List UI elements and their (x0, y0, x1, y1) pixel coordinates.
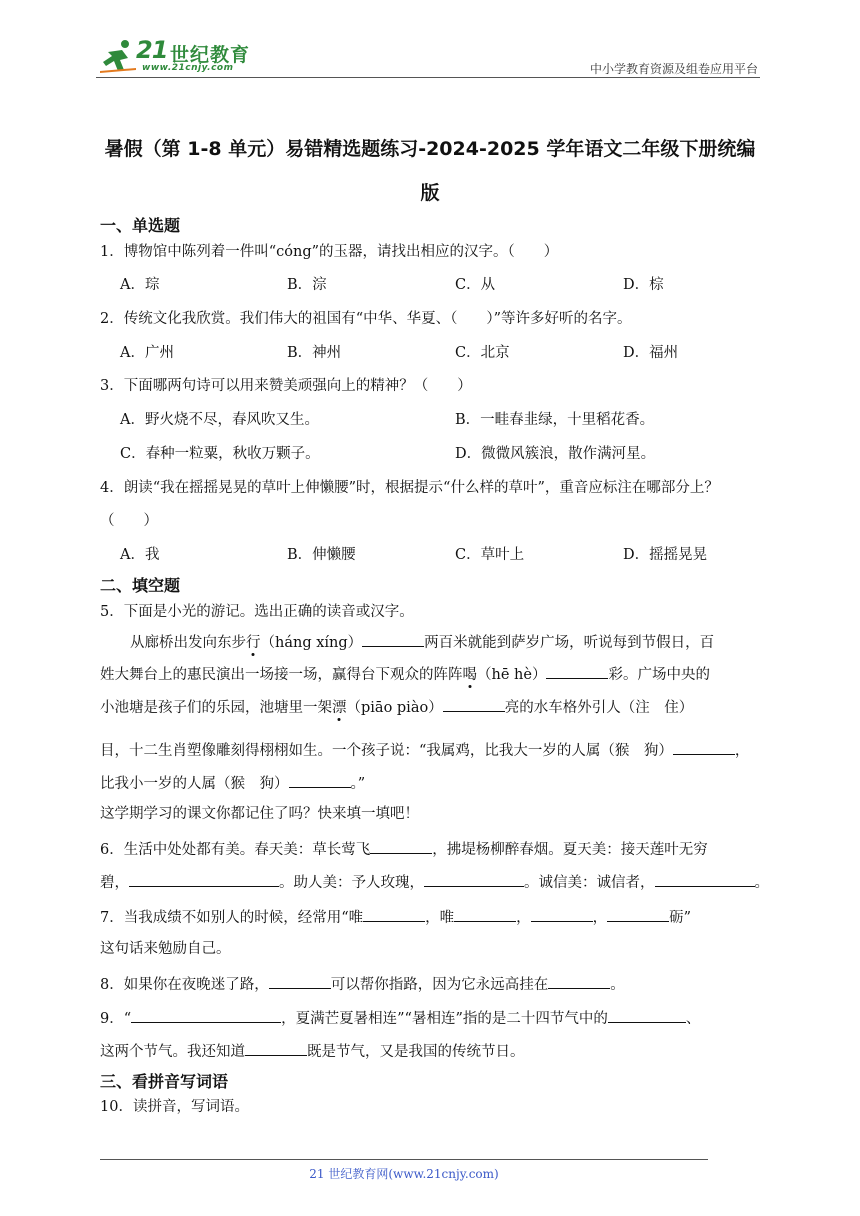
q6-text: 碧， (100, 875, 129, 891)
q9-line2 (100, 1041, 525, 1061)
q7-blank-3[interactable] (531, 907, 593, 922)
q5-text: 目，十二生肖塑像雕刻得栩栩如生。一个孩子说：“我属鸡，比我大一岁的人属（猴 狗） (100, 743, 673, 759)
q6-text: 。助人美：予人玫瑰， (279, 875, 424, 891)
q9-text: ，夏满芒夏暑相连”“暑相连”指的是二十四节气中的 (281, 1011, 608, 1027)
q5-text: 比我小一岁的人属（猴 狗） (100, 776, 289, 792)
q6-line1 (100, 839, 708, 859)
q2-option-a[interactable]: A．广州 (120, 345, 174, 361)
q9-line1 (100, 1008, 700, 1028)
q6-line2 (100, 872, 769, 892)
q1-option-c[interactable]: C．从 (455, 277, 496, 293)
q5-para-line3 (100, 697, 693, 717)
q7-text: ，唯 (425, 910, 455, 926)
logo-text: 世纪教育 (170, 44, 251, 66)
runner-icon (98, 38, 138, 74)
intro-text: 这学期学习的课文你都记住了吗？快来填一填吧！ (100, 806, 419, 822)
section-heading-pinyin: 三、看拼音写词语 (100, 1072, 229, 1091)
q5-text: 。” (350, 776, 366, 792)
q5-pinyin: （piāo piào） (346, 700, 443, 716)
header-divider (96, 77, 760, 78)
platform-text: 中小学教育资源及组卷应用平台 (589, 62, 758, 76)
q6-blank-3[interactable] (424, 872, 524, 887)
q6-text: 6．生活中处处都有美。春天美：草长莺飞 (100, 842, 371, 858)
section-heading-single-choice: 一、单选题 (100, 216, 181, 235)
q8-text: 。 (610, 977, 625, 993)
q8-blank-2[interactable] (548, 974, 610, 989)
q5-pinyin: （hē hè） (477, 667, 547, 683)
q7-text: ， (592, 910, 608, 926)
q8-text: 8．如果你在夜晚迷了路， (100, 977, 269, 993)
q7-blank-4[interactable] (607, 907, 669, 922)
page-header (96, 34, 760, 80)
site-logo[interactable] (96, 34, 266, 78)
q3-option-b[interactable]: B．一畦春韭绿，十里稻花香。 (455, 412, 655, 428)
q6-blank-2[interactable] (129, 872, 279, 887)
q8-text: 可以帮你指路，因为它永远高挂在 (330, 977, 549, 993)
q5-blank-2[interactable] (546, 664, 608, 679)
doc-title-line1: 暑假（第 1-8 单元）易错精选题练习-2024-2025 学年语文二年级下册统编 (104, 138, 756, 160)
q2-option-b[interactable]: B．神州 (287, 345, 342, 361)
q5-blank-4[interactable] (673, 740, 735, 755)
q5-dotted-char: 行 (246, 635, 261, 651)
q3-option-a[interactable]: A．野火烧不尽，春风吹又生。 (120, 412, 319, 428)
q9-text: 这两个节气。我还知道 (100, 1044, 245, 1060)
q9-blank-2[interactable] (608, 1008, 686, 1023)
q7-blank-2[interactable] (454, 907, 516, 922)
q9-text: 、 (685, 1011, 701, 1027)
q9-blank-1[interactable] (131, 1008, 281, 1023)
q5-para-line4 (100, 740, 749, 760)
q5-pinyin: （háng xíng） (260, 635, 363, 651)
q3-stem: 3．下面哪两句诗可以用来赞美顽强向上的精神？（ ） (100, 378, 472, 394)
q7-line1 (100, 907, 691, 927)
q2-option-c[interactable]: C．北京 (455, 345, 510, 361)
q7-text: ， (516, 910, 531, 926)
q5-blank-3[interactable] (443, 697, 505, 712)
q6-blank-4[interactable] (655, 872, 755, 887)
section-heading-fill-blank: 二、填空题 (100, 576, 181, 595)
q6-blank-1[interactable] (370, 839, 432, 854)
q8-blank-1[interactable] (269, 974, 331, 989)
q5-stem: 5．下面是小光的游记。选出正确的读音或汉字。 (100, 604, 414, 620)
logo-number: 21 (136, 36, 168, 64)
footer-divider (100, 1159, 708, 1160)
q5-blank-1[interactable] (362, 632, 424, 647)
q3-option-d[interactable]: D．微微风簇浪，散作满河星。 (455, 446, 656, 462)
q9-blank-3[interactable] (245, 1041, 307, 1056)
q7-text: 砺” (669, 910, 692, 926)
q9-text: 既是节气，又是我国的传统节日。 (307, 1044, 525, 1060)
q4-stem: 4．朗读“我在摇摇晃晃的草叶上伸懒腰”时，根据提示“什么样的草叶”，重音应标注在哪部分上？ (100, 480, 719, 496)
q1-option-a[interactable]: A．琮 (120, 277, 160, 293)
q5-text: 小池塘是孩子们的乐园，池塘里一架 (100, 700, 332, 716)
q6-text: 。诚信美：诚信者， (524, 875, 655, 891)
q1-option-d[interactable]: D．棕 (623, 277, 664, 293)
q5-text: 两百米就能到萨岁广场，听说每到节假日，百 (424, 635, 715, 651)
logo-url: www.21cnjy.com (142, 63, 234, 73)
q5-text: 姓大舞台上的惠民演出一场接一场，赢得台下观众的阵阵 (100, 667, 463, 683)
doc-title-line2: 版 (420, 182, 440, 204)
q5-para-line5 (100, 773, 365, 793)
q2-option-d[interactable]: D．福州 (623, 345, 679, 361)
q5-text: 亮的水车格外引人（注 住） (504, 700, 694, 716)
q1-option-b[interactable]: B．淙 (287, 277, 327, 293)
q3-option-c[interactable]: C．春种一粒粟，秋收万颗子。 (120, 446, 320, 462)
footer-link[interactable]: 21 世纪教育网(www.21cnjy.com) (309, 1167, 499, 1181)
q1-stem: 1．博物馆中陈列着一件叫“cóng”的玉器，请找出相应的汉字。（ ） (100, 244, 559, 260)
q9-text: 9．“ (100, 1011, 132, 1027)
q4-option-c[interactable]: C．草叶上 (455, 547, 525, 563)
q8-line (100, 974, 625, 994)
q5-text: 从廊桥出发向东步 (130, 635, 246, 651)
q6-text: ，拂堤杨柳醉春烟。夏天美：接天莲叶无穷 (432, 842, 708, 858)
q5-text: ， (734, 743, 750, 759)
q7-blank-1[interactable] (363, 907, 425, 922)
q7-text: 7．当我成绩不如别人的时候，经常用“唯 (100, 910, 364, 926)
q2-stem: 2．传统文化我欣赏。我们伟大的祖国有“中华、华夏、（ ）”等许多好听的名字。 (100, 311, 632, 327)
q4-paren: （ ） (100, 513, 158, 529)
q4-option-b[interactable]: B．伸懒腰 (287, 547, 356, 563)
q5-para-line2 (100, 664, 710, 684)
q5-dotted-char: 漂 (332, 700, 347, 716)
q7-line2: 这句话来勉励自己。 (100, 941, 231, 957)
q5-text: 彩。广场中央的 (608, 667, 710, 683)
q5-para-line1 (130, 632, 714, 652)
q10-stem: 10．读拼音，写词语。 (100, 1099, 249, 1115)
q6-text: 。 (754, 875, 769, 891)
q4-option-d[interactable]: D．摇摇晃晃 (623, 547, 708, 563)
q4-option-a[interactable]: A．我 (120, 547, 160, 563)
q5-blank-5[interactable] (289, 773, 351, 788)
q5-dotted-char: 喝 (462, 667, 477, 683)
